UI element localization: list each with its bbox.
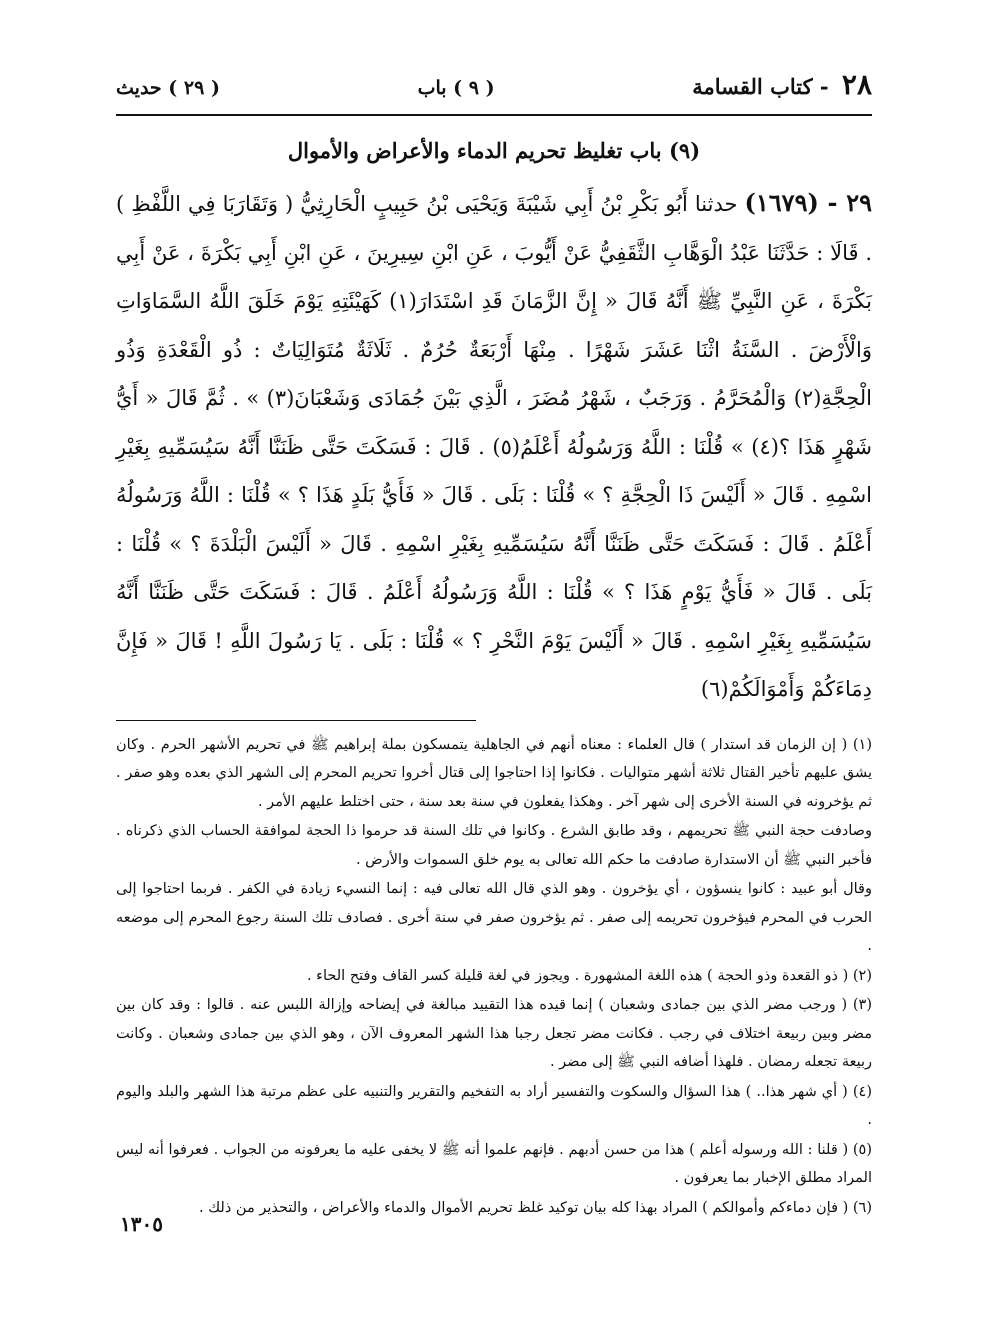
hadith-number: ٢٩ - (١٦٧٩)	[744, 188, 872, 217]
footnote: (٢) ( ذو القعدة وذو الحجة ) هذه اللغة المشهورة . ويجوز في لغة قليلة كسر القاف وفتح الحاء .	[306, 967, 872, 984]
page-header	[116, 68, 872, 108]
footnotes	[116, 731, 872, 1223]
hadith-body	[116, 179, 872, 714]
footnote: (٥) ( قلنا : الله ورسوله أعلم ) هذا من حسن أدبهم . فإنهم علموا أنه ﷺ لا يخفى عليه ما يعرفونه من الجواب . فعرفوا أنه ليس المراد مطلق الإخبار بما يعرفون .	[116, 1141, 872, 1186]
footnote: (٣) ( ورجب مضر الذي بين جمادى وشعبان ) إنما قيده هذا التقييد مبالغة في إيضاحه وإزالة اللبس عنه . قالوا : وقد كان بين مضر وبين ربيعة اختلاف في رجب . فكانت مضر تجعل رجبا هذا الشهر المعروف الآن ، وهو الذي بين جمادى وشعبان . وكانت ربيعة تجعله رمضان . فلهذا أضافه النبي ﷺ إلى مضر .	[116, 997, 872, 1070]
footnote: وصادفت حجة النبي ﷺ تحريمهم ، وقد طابق الشرع . وكانوا في تلك السنة قد حرموا ذا الحجة لموافقة الحساب الذي ذكرناه . فأخبر النبي ﷺ أن الاستدارة صادفت ما حكم الله تعالى به يوم خلق السموات والأرض .	[116, 823, 872, 868]
footnote: (٦) ( فإن دماءكم وأموالكم ) المراد بهذا كله بيان توكيد غلظ تحريم الأموال والدماء والأعراض ، والتحذير من ذلك .	[198, 1199, 872, 1216]
footnotes-rule	[116, 720, 476, 721]
footnote: وقال أبو عبيد : كانوا ينسؤون ، أي يؤخرون . وهو الذي قال الله تعالى فيه : إنما النسيء زيادة في الكفر . فربما احتاجوا إلى الحرب في المحرم فيؤخرون تحريمه إلى صفر . ثم يؤخرون صفر في سنة أخرى . فصادف تلك السنة رجوع المحرم إلى موضعه .	[116, 881, 872, 954]
footer-page-number: ١٣٠٥	[120, 1214, 163, 1236]
hadith-text: حدثنا أَبُو بَكْرِ بْنُ أَبِي شَيْبَةَ وَيَحْيَى بْنُ حَبِيبٍ الْحَارِثِيُّ ( وَتَقَارَبَا فِي اللَّفْظِ ) . قَالَا : حَدَّثَنَا عَبْدُ الْوَهَّابِ الثَّقَفِيُّ عَنْ أَيُّوبَ ، عَنِ ابْنِ سِيرِينَ ، عَنِ ابْنِ أَبِي بَكْرَةَ ، عَنْ أَبِي بَكْرَةَ ، عَنِ النَّبِيِّ ﷺ أَنَّهُ قَالَ « إِنَّ الزَّمَانَ قَدِ اسْتَدَارَ(١) كَهَيْئَتِهِ يَوْمَ خَلَقَ اللَّهُ السَّمَاوَاتِ وَالْأَرْضَ . السَّنَةُ اثْنَا عَشَرَ شَهْرًا . مِنْهَا أَرْبَعَةٌ حُرُمٌ . ثَلَاثَةٌ مُتَوَالِيَاتٌ : ذُو الْقَعْدَةِ وَذُو الْحِجَّةِ(٢) وَالْمُحَرَّمُ . وَرَجَبٌ ، شَهْرُ مُضَرَ ، الَّذِي بَيْنَ جُمَادَى وَشَعْبَانَ(٣) » . ثُمَّ قَالَ « أَيُّ شَهْرٍ هَذَا ؟(٤) » قُلْنَا : اللَّهُ وَرَسُولُهُ أَعْلَمُ(٥) . قَالَ : فَسَكَتَ حَتَّى ظَنَنَّا أَنَّهُ سَيُسَمِّيهِ بِغَيْرِ اسْمِهِ . قَالَ « أَلَيْسَ ذَا الْحِجَّةِ ؟ » قُلْنَا : بَلَى . قَالَ « فَأَيُّ بَلَدٍ هَذَا ؟ » قُلْنَا : اللَّهُ وَرَسُولُهُ أَعْلَمُ . قَالَ : فَسَكَتَ حَتَّى ظَنَنَّا أَنَّهُ سَيُسَمِّيهِ بِغَيْرِ اسْمِهِ . قَالَ « أَلَيْسَ الْبَلْدَةَ ؟ » قُلْنَا : بَلَى . قَالَ « فَأَيُّ يَوْمٍ هَذَا ؟ » قُلْنَا : اللَّهُ وَرَسُولُهُ أَعْلَمُ . قَالَ : فَسَكَتَ حَتَّى ظَنَنَّا أَنَّهُ سَيُسَمِّيهِ بِغَيْرِ اسْمِهِ . قَالَ « أَلَيْسَ يَوْمَ النَّحْرِ ؟ » قُلْنَا : بَلَى . يَا رَسُولَ اللَّهِ ! قَالَ « فَإِنَّ دِمَاءَكُمْ وَأَمْوَالَكُمْ(٦)	[116, 192, 872, 701]
header-hadith: ( ٢٩ ) حديث	[116, 77, 220, 99]
chapter-title: (٩) باب تغليظ تحريم الدماء والأعراض والأموال	[287, 138, 701, 163]
header-chapter: ( ٩ ) باب	[417, 77, 495, 99]
footnote: (١) ( إن الزمان قد استدار ) قال العلماء : معناه أنهم في الجاهلية يتمسكون بملة إبراهيم ﷺ في تحريم الأشهر الحرم . وكان يشق عليهم تأخير القتال ثلاثة أشهر متواليات . فكانوا إذا احتاجوا إلى قتال أخروا تحريم المحرم إلى الشهر الذي بعده وهو صفر . ثم يؤخرونه في السنة الأخرى إلى شهر آخر . وهكذا يفعلون في سنة بعد سنة ، حتى اختلط عليهم الأمر .	[116, 736, 872, 810]
footnote: (٤) ( أي شهر هذا.. ) هذا السؤال والسكوت والتفسير أراد به التفخيم والتقرير والتنبيه على عظم مرتبة هذا الشهر والبلد واليوم .	[116, 1083, 872, 1128]
header-rule	[116, 114, 872, 116]
header-book-title: - كتاب القسامة	[692, 74, 829, 99]
header-right	[692, 68, 872, 101]
header-page-number: ٢٨	[841, 68, 872, 101]
